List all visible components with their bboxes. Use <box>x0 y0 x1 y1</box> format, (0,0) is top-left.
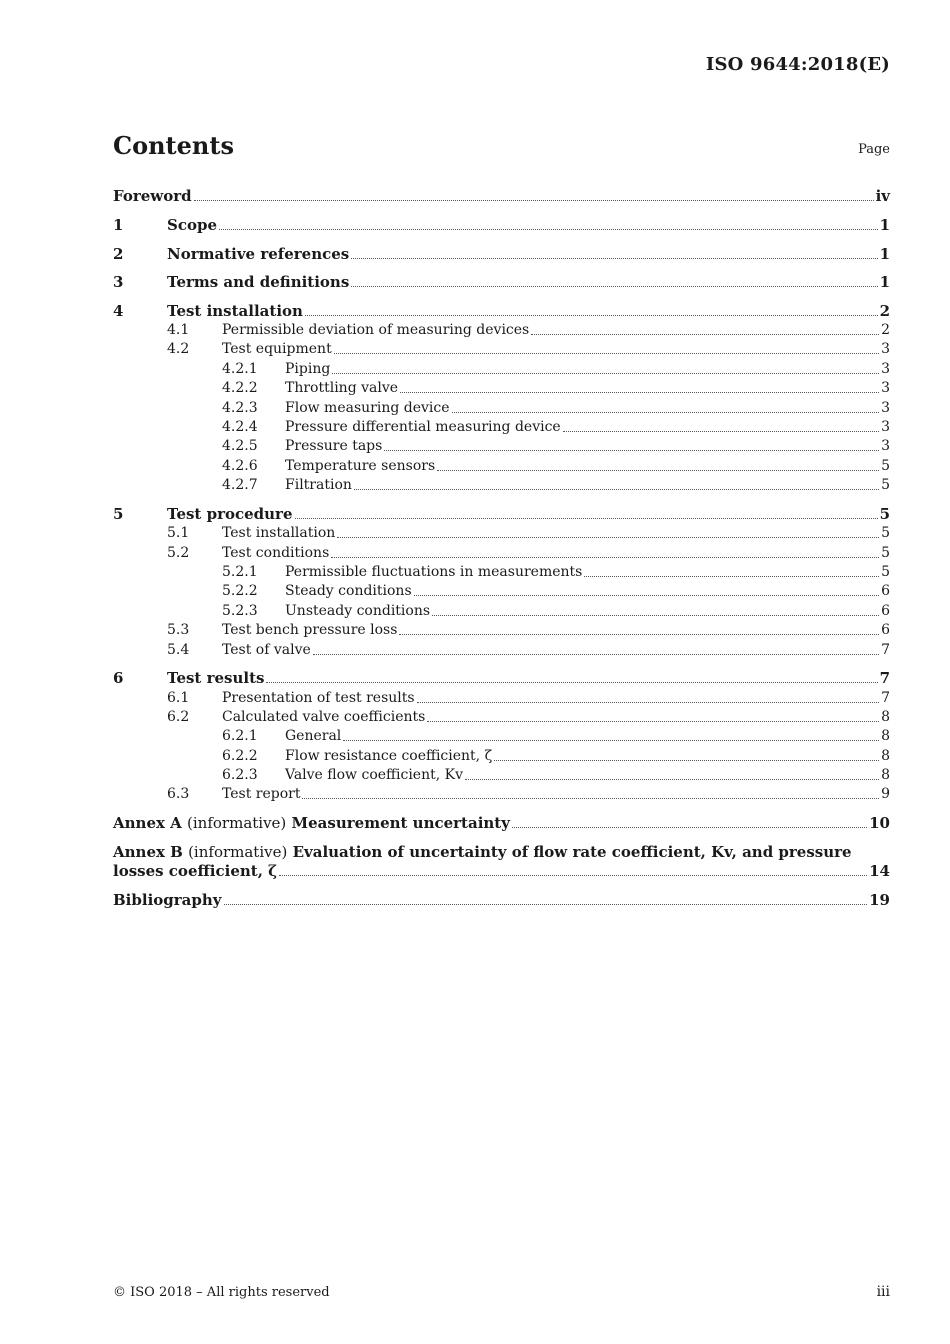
toc-entry-title: Test procedure <box>167 504 293 523</box>
toc-entry-annex-b-cont[interactable] <box>113 861 890 880</box>
toc-entry-page: 3 <box>881 438 890 455</box>
toc-entry-page: 7 <box>879 669 890 688</box>
footer-page-number: iii <box>876 1284 890 1300</box>
toc-entry-title: Valve flow coefficient, Kv <box>285 767 463 784</box>
toc-entry-page: 5 <box>879 504 890 523</box>
toc-entry[interactable] <box>113 765 890 784</box>
toc-entry-title: General <box>285 728 342 745</box>
toc-entry-page: 8 <box>881 747 890 764</box>
toc-entry[interactable] <box>113 186 890 205</box>
toc-entry-title: Unsteady conditions <box>285 602 431 619</box>
dot-leader <box>465 779 879 780</box>
toc-entry-number: 6.2 <box>167 708 190 725</box>
toc-entry-title: Test installation <box>167 301 303 320</box>
toc-entry[interactable] <box>113 745 890 764</box>
toc-entry-title: Throttling valve <box>285 380 399 397</box>
dot-leader <box>414 595 879 596</box>
toc-entry[interactable] <box>113 215 890 234</box>
toc-entry[interactable] <box>113 503 890 522</box>
toc-entry-page: 3 <box>881 399 890 416</box>
toc-entry[interactable] <box>113 320 890 339</box>
dot-leader <box>332 373 879 374</box>
toc-entry-number: 5 <box>113 504 124 523</box>
toc-entry[interactable] <box>113 581 890 600</box>
toc-entry-number: 4.1 <box>167 322 190 339</box>
toc-entry-number: 5.2.3 <box>222 602 258 619</box>
dot-leader <box>295 518 878 519</box>
toc-entry-title <box>113 814 510 832</box>
toc-entry-page: 10 <box>869 814 890 833</box>
toc-entry[interactable] <box>113 243 890 262</box>
toc-entry[interactable] <box>113 668 890 687</box>
toc-entry-title: Calculated valve coefficients <box>222 708 426 725</box>
annex-title-line1: Evaluation of uncertainty of flow rate coefficient, Kv, and pressure <box>292 842 852 861</box>
dot-leader <box>437 470 879 471</box>
dot-leader <box>400 392 879 393</box>
toc-entry[interactable] <box>113 272 890 291</box>
toc-entry-page: 8 <box>881 767 890 784</box>
toc-entry-number: 6.2.1 <box>222 728 258 745</box>
toc-entry-page: 5 <box>881 525 890 542</box>
toc-entry[interactable] <box>113 397 890 416</box>
toc-entry-title: Test bench pressure loss <box>222 622 398 639</box>
toc-entry[interactable] <box>113 523 890 542</box>
toc-entry-title: Temperature sensors <box>285 457 436 474</box>
toc-entry[interactable] <box>113 600 890 619</box>
toc-entries <box>113 186 890 803</box>
toc-entry-page: 8 <box>881 728 890 745</box>
table-of-contents <box>113 186 890 909</box>
dot-leader <box>313 654 879 655</box>
dot-leader <box>279 875 867 876</box>
toc-entry-number: 1 <box>113 215 124 234</box>
toc-entry-page: 1 <box>879 273 890 292</box>
toc-entry[interactable] <box>113 620 890 639</box>
dot-leader <box>432 615 879 616</box>
toc-entry-number: 4 <box>113 301 124 320</box>
toc-entry[interactable] <box>113 542 890 561</box>
toc-entry-title: Steady conditions <box>285 583 412 600</box>
toc-entry-title: Test report <box>222 786 301 803</box>
dot-leader <box>194 200 874 201</box>
toc-entry-title: Test installation <box>222 525 336 542</box>
footer-copyright: © ISO 2018 – All rights reserved <box>113 1285 330 1300</box>
toc-entry-number: 6 <box>113 669 124 688</box>
toc-entry-page: 5 <box>881 457 890 474</box>
toc-entry-page: 3 <box>881 419 890 436</box>
toc-entry-number: 5.1 <box>167 525 190 542</box>
dot-leader <box>219 229 878 230</box>
toc-entry[interactable] <box>113 378 890 397</box>
dot-leader <box>266 682 877 683</box>
toc-entry-number: 4.2.4 <box>222 419 258 436</box>
toc-entry-page: 3 <box>881 360 890 377</box>
toc-entry-annex-a[interactable] <box>113 813 890 832</box>
toc-entry[interactable] <box>113 687 890 706</box>
toc-entry-page: 7 <box>881 641 890 658</box>
page-column-label: Page <box>858 142 890 157</box>
toc-entry-title: Test of valve <box>222 641 311 658</box>
toc-entry-page: 19 <box>869 890 890 909</box>
toc-entry-title: Test results <box>167 669 265 688</box>
toc-entry-page: 3 <box>881 341 890 358</box>
toc-entry-number: 5.2 <box>167 544 190 561</box>
toc-entry-number: 3 <box>113 273 124 292</box>
toc-entry-number: 5.2.1 <box>222 563 258 580</box>
toc-entry[interactable] <box>113 562 890 581</box>
toc-entry-number: 4.2.5 <box>222 438 258 455</box>
toc-entry-title: Test conditions <box>222 544 330 561</box>
toc-entry[interactable] <box>113 639 890 658</box>
dot-leader <box>354 489 879 490</box>
dot-leader <box>531 334 879 335</box>
dot-leader <box>337 537 879 538</box>
toc-entry-title: Scope <box>167 215 218 234</box>
toc-entry-page: 3 <box>881 380 890 397</box>
toc-entry[interactable] <box>113 358 890 377</box>
toc-entry-number: 2 <box>113 244 124 263</box>
annex-title: Measurement uncertainty <box>291 814 510 833</box>
toc-entry-page: 8 <box>881 708 890 725</box>
dot-leader <box>399 634 879 635</box>
annex-type: (informative) <box>187 814 287 833</box>
dot-leader <box>427 721 879 722</box>
toc-entry-title: Pressure taps <box>285 438 383 455</box>
dot-leader <box>512 827 867 828</box>
toc-entry-title: Bibliography <box>113 890 222 909</box>
toc-entry-number: 4.2.2 <box>222 380 258 397</box>
dot-leader <box>331 557 879 558</box>
dot-leader <box>334 353 879 354</box>
annex-label: Annex B <box>113 842 183 861</box>
toc-entry-title: Permissible fluctuations in measurements <box>285 563 583 580</box>
toc-entry-page: 5 <box>881 563 890 580</box>
toc-entry-number: 6.2.3 <box>222 767 258 784</box>
toc-entry-page: 2 <box>879 301 890 320</box>
toc-entry-title: Foreword <box>113 187 192 206</box>
document-id: ISO 9644:2018(E) <box>705 54 890 75</box>
toc-entry-title: Flow measuring device <box>285 399 450 416</box>
toc-entry-bibliography[interactable] <box>113 889 890 908</box>
toc-entry-number: 5.4 <box>167 641 190 658</box>
dot-leader <box>584 576 879 577</box>
toc-entry-page: 1 <box>879 244 890 263</box>
toc-entry-title: Piping <box>285 360 331 377</box>
toc-entry[interactable] <box>113 707 890 726</box>
toc-entry-annex-b[interactable] <box>113 841 890 860</box>
toc-entry-number: 5.3 <box>167 622 190 639</box>
toc-entry-title: Normative references <box>167 244 350 263</box>
toc-entry-title: Flow resistance coefficient, ζ <box>285 747 493 764</box>
toc-entry-page: 5 <box>881 477 890 494</box>
toc-entry[interactable] <box>113 784 890 803</box>
toc-entry-title: Filtration <box>285 477 352 494</box>
toc-entry-title: Pressure differential measuring device <box>285 419 561 436</box>
toc-entry-page: 6 <box>881 583 890 600</box>
toc-entry[interactable] <box>113 475 890 494</box>
toc-entry[interactable] <box>113 436 890 455</box>
toc-entry[interactable] <box>113 339 890 358</box>
page-title: Contents <box>113 131 234 160</box>
toc-entry-number: 5.2.2 <box>222 583 258 600</box>
toc-entry-number: 4.2 <box>167 341 190 358</box>
toc-entry-number: 4.2.7 <box>222 477 258 494</box>
toc-entry-page: iv <box>875 187 890 206</box>
toc-entry-title: Test equipment <box>222 341 332 358</box>
toc-entry-page: 5 <box>881 544 890 561</box>
toc-entry-title: Presentation of test results <box>222 689 415 706</box>
toc-entry-number: 6.3 <box>167 786 190 803</box>
toc-entry[interactable] <box>113 300 890 319</box>
dot-leader <box>452 412 880 413</box>
dot-leader <box>305 315 878 316</box>
toc-entry[interactable] <box>113 726 890 745</box>
toc-entry[interactable] <box>113 455 890 474</box>
dot-leader <box>494 760 879 761</box>
toc-entry-number: 4.2.6 <box>222 457 258 474</box>
annex-label: Annex A <box>113 814 182 833</box>
dot-leader <box>302 798 879 799</box>
dot-leader <box>224 904 868 905</box>
toc-entry[interactable] <box>113 417 890 436</box>
toc-entry-page: 2 <box>881 322 890 339</box>
toc-entry-page: 6 <box>881 622 890 639</box>
toc-entry-page: 7 <box>881 689 890 706</box>
toc-entry-page: 6 <box>881 602 890 619</box>
toc-entry-title: Permissible deviation of measuring devices <box>222 322 530 339</box>
annex-type: (informative) <box>188 842 288 861</box>
toc-entry-page: 14 <box>869 862 890 880</box>
toc-entry-number: 6.2.2 <box>222 747 258 764</box>
toc-entry-title: Terms and definitions <box>167 273 350 292</box>
dot-leader <box>417 702 880 703</box>
toc-entry-page: 9 <box>881 786 890 803</box>
dot-leader <box>351 258 877 259</box>
dot-leader <box>563 431 879 432</box>
dot-leader <box>351 286 877 287</box>
toc-entry-page: 1 <box>879 215 890 234</box>
toc-entry-number: 6.1 <box>167 689 190 706</box>
dot-leader <box>384 450 879 451</box>
toc-entry-number: 4.2.3 <box>222 399 258 416</box>
dot-leader <box>343 740 879 741</box>
toc-entry-number: 4.2.1 <box>222 360 258 377</box>
annex-title-line2: losses coefficient, ζ <box>113 862 278 880</box>
